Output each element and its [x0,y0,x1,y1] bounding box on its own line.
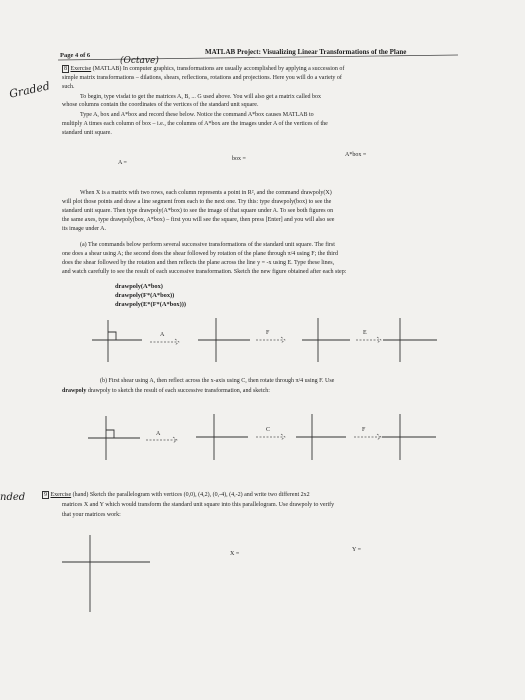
command-1: drawpoly(A*box) [115,283,163,290]
arrow-label-a-1: A [160,332,165,338]
when-line-3: standard unit square. Then type drawpoly(A*box) to see the image of that square under A. To see both figures on [62,208,334,214]
exercise-word: Exercise [70,66,92,72]
label-X: X = [230,551,240,557]
drawpoly-word: drawpoly [62,388,87,394]
exercise-word: Exercise [50,492,72,498]
part-b-line-2-text: drawpoly to sketch the result of each successive transformation, and sketch: [87,388,270,394]
when-line-5: its image under A. [62,226,106,232]
label-A-box: A*box = [345,152,367,158]
command-3: drawpoly(E*(F*(A*box))) [115,301,187,308]
begin-line-2: whose columns contain the coordinates of the vertices of the standard unit square. [62,102,259,108]
intro-line-1: In computer graphics, transformations are usually accomplished by applying a succession of [122,66,345,72]
label-box: box = [232,156,246,162]
arrow-label-a-3: E [363,330,367,336]
part-a-line-4: and watch carefully to see the result of each successive transformation. Sketch the new figure obtained after each step: [62,269,347,275]
exercise-number: 8 [64,66,67,72]
when-line-2: will plot those points and draw a line segment from each to the next one. Try this: type drawpoly(box) to see the [62,199,332,205]
part-a-line-1: (a) The commands below perform several successive transformations of the standard unit square. The first [80,242,335,248]
typeA-line-2: multiply A times each column of box – i.e., the columns of A*box are the images under A of the vertices of the [62,121,328,127]
part-a-line-3: does the shear followed by the rotation and then reflects the plane across the line y = -x using E. Type these lines, [62,260,335,266]
arrow-label-b-1: A [156,431,161,437]
ex9-line-1: (hand) Sketch the parallelogram with vertices (0,0), (4,2), (0,-4), (4,-2) and write two different 2x2 [72,492,310,498]
intro-line-3: such. [62,84,75,90]
ex9-line-3: that your matrices work: [62,512,121,518]
arrow-label-b-3: F [362,427,366,433]
intro-line-2: simple matrix transformations – dilations, shears, reflections, rotations and projections. Here you will do a variety of [62,75,342,81]
page-label: Page 4 of 6 [60,52,91,59]
when-line-1: When X is a matrix with two rows, each column represents a point in R², and the command drawpoly(X) [80,190,332,196]
handwritten-graded: Graded [8,79,52,101]
when-line-4: the same axes, type drawpoly(box, A*box) – first you will see the square, then press [Enter] and you will also see [62,217,335,223]
page-title: MATLAB Project: Visualizing Linear Transformations of the Plane [205,48,407,56]
arrow-label-a-2: F [266,330,270,336]
typeA-line-3: standard unit square. [62,130,112,136]
ex9-line-2: matrices X and Y which would transform the standard unit square into this parallelogram. Use drawpoly to verify [62,502,335,508]
command-2: drawpoly(F*(A*box)) [115,292,175,299]
arrow-label-b-2: C [266,427,271,433]
typeA-line-1: Type A, box and A*box and record these below. Notice the command A*box causes MATLAB to [80,112,314,118]
handwritten-octave: (Octave) [120,56,159,66]
part-a-line-2: one does a shear using A; the second does the shear followed by rotation of the plane through π/4 using F; the third [62,251,338,257]
exercise-number: 9 [44,492,47,498]
begin-line-1: To begin, type visdat to get the matrices A, B, ... G used above. You will also get a matrix called box [80,94,322,100]
label-A: A = [118,160,127,166]
label-Y: Y = [352,547,361,553]
part-b-line-1: (b) First shear using A, then reflect across the x-axis using C, then rotate through π/4 using F. Use [100,378,335,384]
exercise-tool: (MATLAB) [92,66,122,72]
handwritten-graded-9: nded [0,492,26,503]
